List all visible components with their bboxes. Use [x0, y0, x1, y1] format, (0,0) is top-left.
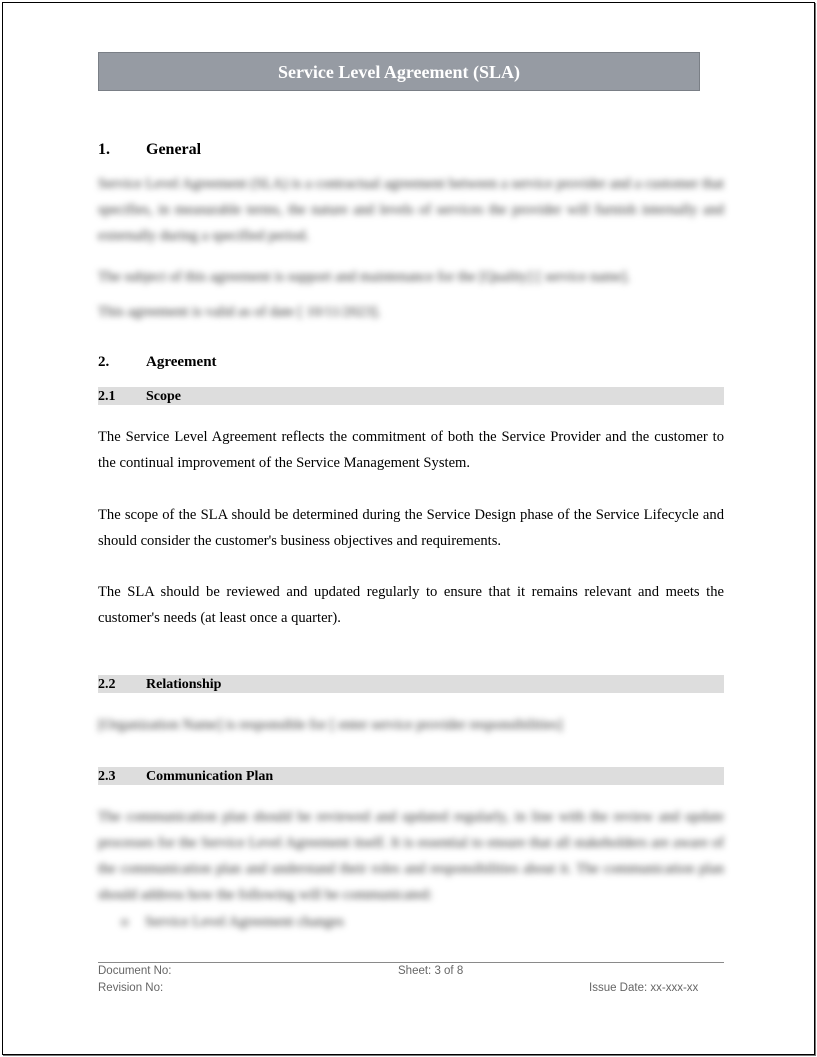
- general-paragraph-2: The subject of this agreement is support and maintenance for the [Quality] [ service name].: [98, 269, 631, 285]
- subsection-title: Relationship: [146, 677, 222, 692]
- section-heading-general: [98, 141, 201, 159]
- subsection-number: 2.1: [98, 389, 116, 404]
- section-heading-agreement: [98, 354, 217, 371]
- subsection-number: 2.3: [98, 769, 116, 784]
- general-paragraph-1: Service Level Agreement (SLA) is a contractual agreement between a service provider and a customer that specifies, in measurable terms, the nature and levels of services the provider will furnish internally and externally during a specified period.: [98, 176, 724, 244]
- section-number: 1.: [98, 141, 110, 158]
- subsection-heading-scope: [98, 387, 724, 405]
- relationship-paragraph: [Organization Name] is responsible for [ enter service provider responsibilities]: [98, 717, 563, 733]
- document-page: [2, 2, 815, 1055]
- scope-paragraph-2: The scope of the SLA should be determined during the Service Design phase of the Service Lifecycle and should consider the customer's business objectives and requirements.: [98, 507, 724, 549]
- communication-paragraph: The communication plan should be reviewed and updated regularly, in line with the review and update processes for the Service Level Agreement itself. It is essential to ensure that all stakeholders are aware of the communication plan and understand their roles and responsibilities about it. The communication plan should address how the following will be communicated:: [98, 809, 724, 903]
- bullet-marker: o: [121, 914, 129, 930]
- footer-document-no: Document No:: [98, 965, 172, 977]
- footer-issue-date: Issue Date: xx-xxx-xx: [589, 982, 699, 994]
- subsection-number: 2.2: [98, 677, 116, 692]
- subsection-heading-relationship: [98, 675, 724, 693]
- footer-divider: [98, 962, 724, 963]
- section-number: 2.: [98, 354, 110, 370]
- bullet-text: Service Level Agreement changes: [145, 914, 344, 930]
- subsection-title: Communication Plan: [146, 769, 274, 784]
- subsection-heading-communication-plan: [98, 767, 724, 785]
- scope-paragraph-3: The SLA should be reviewed and updated regularly to ensure that it remains relevant and meets the customer's needs (at least once a quarter).: [98, 584, 724, 626]
- footer-sheet: Sheet: 3 of 8: [398, 965, 464, 977]
- footer-revision-no: Revision No:: [98, 982, 164, 994]
- section-title: General: [146, 141, 202, 158]
- scope-paragraph-1: The Service Level Agreement reflects the commitment of both the Service Provider and the customer to the continual improvement of the Service Management System.: [98, 429, 724, 471]
- subsection-title: Scope: [146, 389, 181, 404]
- general-paragraph-3: This agreement is valid as of date [ 10/11/2023].: [98, 304, 381, 320]
- communication-bullet-item: [121, 909, 344, 935]
- document-title: Service Level Agreement (SLA): [98, 52, 700, 91]
- section-title: Agreement: [146, 354, 217, 370]
